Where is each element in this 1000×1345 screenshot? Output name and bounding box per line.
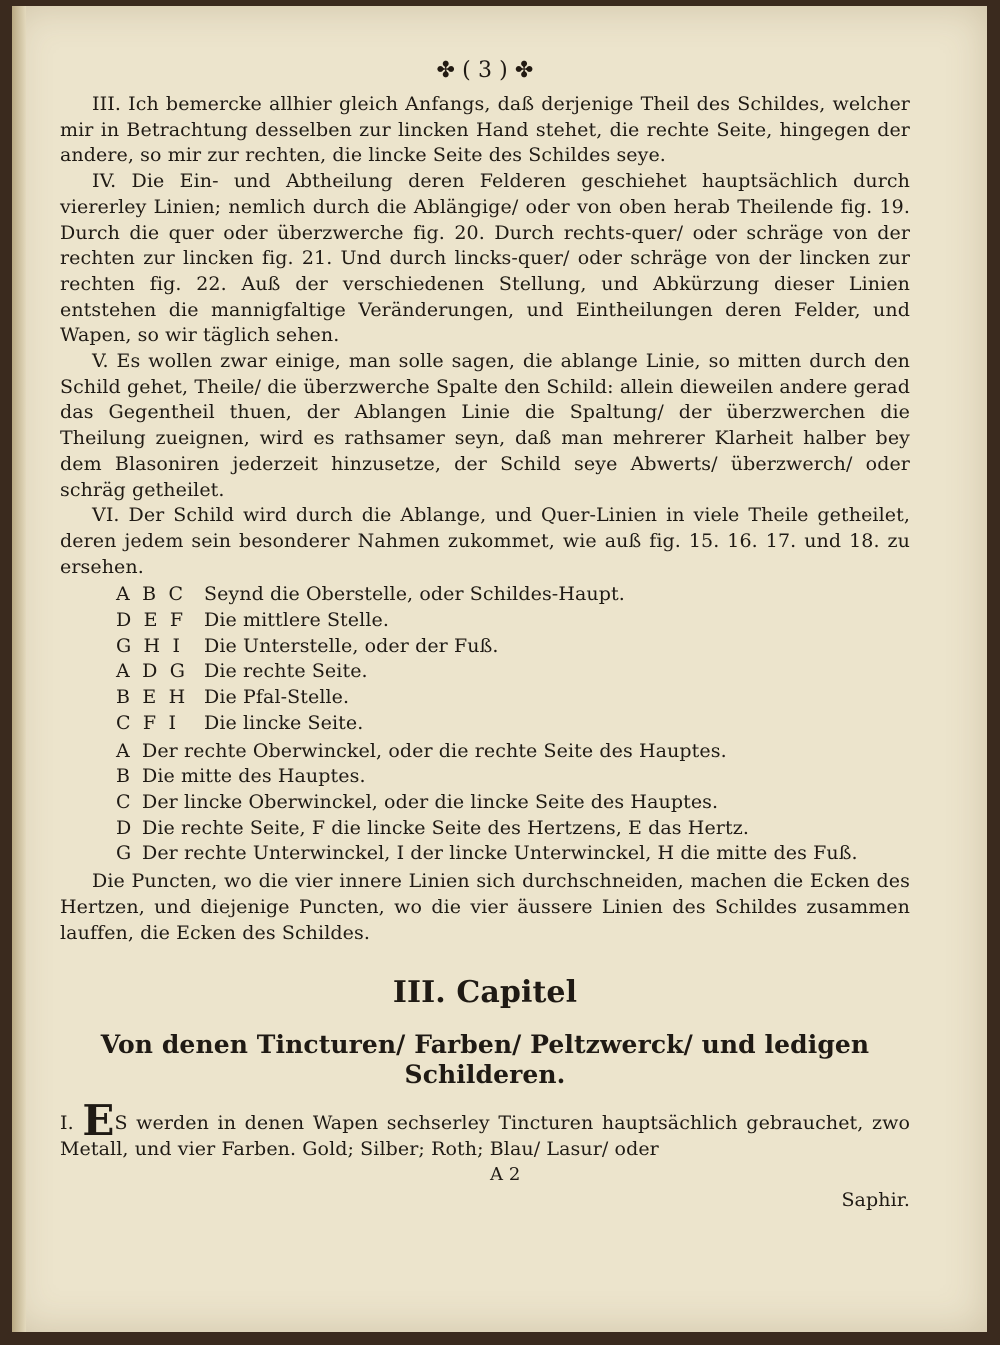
item-label: A D G [116, 660, 185, 683]
shield-points-list [116, 739, 910, 868]
left-ornament-icon: ✤ [436, 58, 456, 83]
closing-paragraph: Die Puncten, wo die vier innere Linien sich durchschneiden, machen die Ecken des Hertzen, und diejenige Puncten, wo die vier äussere Linien des Schildes zusammen lauffen, die Ecken des Schildes. [60, 870, 910, 944]
list-item [116, 634, 910, 660]
item-text: Der rechte Unterwinckel, I der lincke Unterwinckel, H die mitte des Fuß. [142, 842, 858, 865]
drop-initial: E [82, 1095, 115, 1145]
right-ornament-icon: ✤ [514, 58, 534, 83]
chapter-paragraph-I [60, 1095, 911, 1162]
item-text: Die mitte des Hauptes. [142, 765, 366, 788]
page-footer [60, 1162, 910, 1188]
item-label: G H I [116, 634, 181, 657]
item-text: Die mittlere Stelle. [204, 609, 389, 632]
item-text: Der rechte Oberwinckel, oder die rechte Seite des Hauptes. [142, 739, 727, 762]
item-label: C F I [116, 711, 177, 734]
paragraph-IV: IV. Die Ein- und Abtheilung deren Felderen geschiehet hauptsächlich durch viererley Linien; nemlich durch die Ablängige/ oder von oben herab Theilende fig. 19. Durch die quer oder überzwerche fig. 20. Durch rechts-quer/ oder schräge von der rechten zur lincken fig. 21. Und durch lincks-quer/ oder schräge von der lincken zur rechten fig. 22. Auß der verschiedenen Stellung, und Abkürzung dieser Linien entstehen die mannigfaltige Veränderungen, und Eintheilungen deren Felder, und Wapen, so wir täglich sehen. [60, 170, 910, 347]
list-item [116, 608, 910, 634]
list-item [116, 711, 910, 737]
shield-parts-list [116, 582, 910, 736]
item-text: Die Pfal-Stelle. [204, 686, 350, 709]
item-label: G [116, 842, 132, 865]
page-gutter [12, 6, 26, 1332]
item-text: Die rechte Seite. [204, 660, 368, 683]
paragraph-V: V. Es wollen zwar einige, man solle sagen, die ablange Linie, so mitten durch den Schild gehet, Theile/ die überzwerche Spalte den Schild: allein dieweilen andere gerad das Gegentheil thuen, der Ablangen Linie die Spaltung/ der überzwerchen die Theilung zueignen, wird es rathsamer seyn, daß man mehrerer Klarheit halber bey dem Blasoniren jederzeit hinzusetze, der Schild seye Abwerts/ überzwerch/ oder schräg getheilet. [60, 350, 910, 501]
paragraph-number: I. [60, 1111, 74, 1134]
list-item [116, 816, 910, 842]
list-item [116, 659, 910, 685]
list-item [116, 841, 910, 867]
paragraph-VI: VI. Der Schild wird durch die Ablange, und Quer-Linien in viele Theile getheilet, deren jedem sein besonderer Nahmen zukommet, wie auß fig. 15. 16. 17. und 18. zu ersehen. [60, 504, 910, 578]
paragraph-III: III. Ich bemercke allhier gleich Anfangs, daß derjenige Theil des Schildes, welcher mir in Betrachtung desselben zur lincken Hand stehet, die rechte Seite, hingegen der andere, so mir zur rechten, die lincke Seite des Schildes seye. [60, 93, 910, 167]
list-item [116, 739, 910, 765]
item-label: A B C [116, 583, 184, 606]
list-item [116, 764, 910, 790]
chapter-title: III. Capitel [392, 975, 578, 1011]
list-item [116, 582, 910, 608]
item-text: Die Unterstelle, oder der Fuß. [204, 634, 499, 657]
item-label: B E H [116, 686, 186, 709]
item-label: C [116, 790, 131, 813]
paragraph-text: S werden in denen Wapen sechserley Tincturen hauptsächlich gebrauchet, zwo Metall, und vier Farben. Gold; Silber; Roth; Blau/ Lasur/ oder [60, 1111, 911, 1160]
catchword: Saphir. [841, 1189, 910, 1212]
chapter-subtitle: Von denen Tincturen/ Farben/ Peltzwerck/ und ledigen Schilderen. [100, 1029, 870, 1089]
item-label: D [116, 816, 132, 839]
item-text: Die rechte Seite, F die lincke Seite des Hertzens, E das Hertz. [142, 816, 749, 839]
list-item [116, 790, 910, 816]
item-text: Die lincke Seite. [204, 711, 364, 734]
item-text: Der lincke Oberwinckel, oder die lincke Seite des Hauptes. [142, 790, 719, 813]
list-item [116, 685, 910, 711]
signature-mark: A 2 [490, 1164, 521, 1186]
page-number: ( 3 ) [462, 58, 508, 83]
item-label: D E F [116, 609, 184, 632]
item-label: B [116, 765, 131, 788]
item-text: Seynd die Oberstelle, oder Schildes-Haupt. [204, 583, 625, 606]
page-header [60, 58, 910, 88]
book-page [12, 6, 987, 1332]
item-label: A [116, 739, 130, 762]
text-column [60, 58, 910, 1214]
